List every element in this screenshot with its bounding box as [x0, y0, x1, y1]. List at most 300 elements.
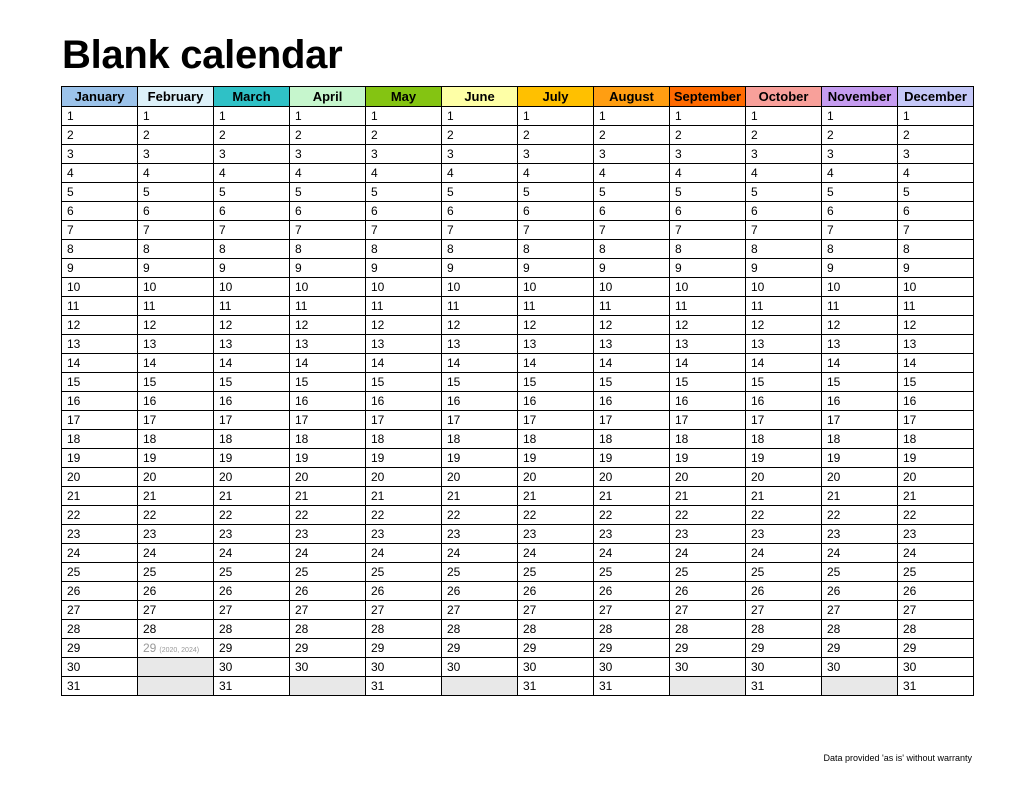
table-row — [62, 164, 974, 183]
day-cell: 8 — [62, 240, 138, 259]
day-cell: 7 — [138, 221, 214, 240]
day-cell: 16 — [62, 392, 138, 411]
day-cell: 13 — [822, 335, 898, 354]
day-cell: 13 — [518, 335, 594, 354]
day-cell: 17 — [746, 411, 822, 430]
day-cell: 8 — [442, 240, 518, 259]
day-cell: 20 — [670, 468, 746, 487]
day-cell: 4 — [62, 164, 138, 183]
day-cell: 14 — [138, 354, 214, 373]
day-cell: 16 — [822, 392, 898, 411]
day-cell: 17 — [670, 411, 746, 430]
calendar-table — [61, 86, 974, 696]
table-row — [62, 658, 974, 677]
day-cell: 17 — [518, 411, 594, 430]
day-cell: 10 — [138, 278, 214, 297]
day-cell: 29 — [822, 639, 898, 658]
day-cell: 26 — [898, 582, 974, 601]
day-cell: 27 — [898, 601, 974, 620]
day-cell: 26 — [442, 582, 518, 601]
day-cell: 30 — [898, 658, 974, 677]
day-cell: 15 — [62, 373, 138, 392]
month-header-june: June — [442, 87, 518, 107]
day-cell: 1 — [366, 107, 442, 126]
day-cell: 27 — [290, 601, 366, 620]
day-cell: 16 — [214, 392, 290, 411]
month-header-december: December — [898, 87, 974, 107]
day-cell: 6 — [746, 202, 822, 221]
day-cell: 5 — [214, 183, 290, 202]
day-cell: 4 — [518, 164, 594, 183]
day-cell: 2 — [594, 126, 670, 145]
day-cell: 11 — [290, 297, 366, 316]
day-cell: 15 — [366, 373, 442, 392]
day-cell: 21 — [442, 487, 518, 506]
day-cell: 21 — [746, 487, 822, 506]
day-cell: 18 — [138, 430, 214, 449]
day-cell: 21 — [138, 487, 214, 506]
day-cell: 11 — [670, 297, 746, 316]
day-cell: 24 — [746, 544, 822, 563]
month-header-february: February — [138, 87, 214, 107]
day-cell: 25 — [138, 563, 214, 582]
day-cell: 22 — [518, 506, 594, 525]
day-cell: 10 — [290, 278, 366, 297]
day-cell: 13 — [746, 335, 822, 354]
table-row — [62, 278, 974, 297]
day-cell: 9 — [366, 259, 442, 278]
day-cell: 18 — [442, 430, 518, 449]
day-cell: 2 — [898, 126, 974, 145]
day-cell: 19 — [594, 449, 670, 468]
day-cell: 19 — [670, 449, 746, 468]
day-cell: 28 — [366, 620, 442, 639]
day-cell: 7 — [214, 221, 290, 240]
day-cell: 1 — [62, 107, 138, 126]
day-cell: 7 — [442, 221, 518, 240]
day-cell: 5 — [822, 183, 898, 202]
day-cell: 11 — [62, 297, 138, 316]
day-cell: 21 — [214, 487, 290, 506]
day-cell: 14 — [670, 354, 746, 373]
day-cell: 30 — [518, 658, 594, 677]
day-cell: 20 — [62, 468, 138, 487]
day-cell: 26 — [138, 582, 214, 601]
day-cell: 28 — [746, 620, 822, 639]
day-cell: 21 — [822, 487, 898, 506]
day-cell: 25 — [290, 563, 366, 582]
day-cell: 20 — [138, 468, 214, 487]
day-cell: 7 — [898, 221, 974, 240]
day-cell: 5 — [518, 183, 594, 202]
day-cell: 30 — [822, 658, 898, 677]
day-cell: 20 — [290, 468, 366, 487]
day-cell: 3 — [442, 145, 518, 164]
day-cell: 11 — [518, 297, 594, 316]
day-cell: 2 — [822, 126, 898, 145]
day-cell: 25 — [518, 563, 594, 582]
day-cell: 21 — [670, 487, 746, 506]
day-cell: 27 — [62, 601, 138, 620]
day-cell: 20 — [366, 468, 442, 487]
day-cell: 5 — [898, 183, 974, 202]
day-cell: 28 — [518, 620, 594, 639]
day-cell: 2 — [442, 126, 518, 145]
day-cell: 19 — [746, 449, 822, 468]
day-cell: 1 — [290, 107, 366, 126]
day-cell: 22 — [442, 506, 518, 525]
day-cell: 12 — [62, 316, 138, 335]
day-cell: 19 — [366, 449, 442, 468]
empty-day-cell — [670, 677, 746, 696]
day-cell: 26 — [62, 582, 138, 601]
day-cell: 19 — [290, 449, 366, 468]
table-row — [62, 145, 974, 164]
day-cell: 4 — [138, 164, 214, 183]
day-cell: 2 — [670, 126, 746, 145]
day-cell: 22 — [62, 506, 138, 525]
day-cell: 27 — [442, 601, 518, 620]
empty-day-cell — [290, 677, 366, 696]
day-cell: 17 — [442, 411, 518, 430]
day-cell: 6 — [594, 202, 670, 221]
day-cell: 18 — [366, 430, 442, 449]
day-cell: 25 — [366, 563, 442, 582]
day-cell: 19 — [138, 449, 214, 468]
day-cell: 4 — [442, 164, 518, 183]
day-cell: 26 — [518, 582, 594, 601]
day-cell: 1 — [518, 107, 594, 126]
day-cell: 8 — [670, 240, 746, 259]
day-cell: 3 — [898, 145, 974, 164]
day-cell: 1 — [746, 107, 822, 126]
day-cell: 2 — [518, 126, 594, 145]
day-cell: 4 — [290, 164, 366, 183]
day-cell: 3 — [746, 145, 822, 164]
day-cell: 15 — [518, 373, 594, 392]
day-cell: 15 — [746, 373, 822, 392]
day-cell: 22 — [366, 506, 442, 525]
day-cell: 4 — [746, 164, 822, 183]
day-cell: 6 — [822, 202, 898, 221]
day-cell: 7 — [62, 221, 138, 240]
day-cell: 11 — [366, 297, 442, 316]
day-cell: 31 — [214, 677, 290, 696]
day-cell: 10 — [898, 278, 974, 297]
day-cell: 4 — [214, 164, 290, 183]
day-cell: 19 — [214, 449, 290, 468]
table-row — [62, 221, 974, 240]
day-cell: 17 — [290, 411, 366, 430]
day-cell: 31 — [518, 677, 594, 696]
day-cell: 21 — [290, 487, 366, 506]
day-cell: 30 — [670, 658, 746, 677]
table-row — [62, 335, 974, 354]
disclaimer-text: Data provided 'as is' without warranty — [823, 753, 972, 763]
day-cell: 28 — [62, 620, 138, 639]
day-cell: 13 — [138, 335, 214, 354]
day-cell: 27 — [746, 601, 822, 620]
day-cell: 20 — [442, 468, 518, 487]
day-cell: 16 — [670, 392, 746, 411]
day-cell: 17 — [822, 411, 898, 430]
day-cell: 2 — [214, 126, 290, 145]
day-cell: 7 — [518, 221, 594, 240]
day-cell: 26 — [290, 582, 366, 601]
day-cell: 16 — [594, 392, 670, 411]
day-cell: 7 — [290, 221, 366, 240]
day-cell: 7 — [670, 221, 746, 240]
month-header-september: September — [670, 87, 746, 107]
day-cell: 25 — [898, 563, 974, 582]
day-cell: 18 — [898, 430, 974, 449]
day-cell: 26 — [366, 582, 442, 601]
day-cell: 6 — [442, 202, 518, 221]
month-header-january: January — [62, 87, 138, 107]
day-cell: 26 — [822, 582, 898, 601]
day-cell: 29 — [594, 639, 670, 658]
day-cell: 22 — [138, 506, 214, 525]
day-cell: 12 — [670, 316, 746, 335]
day-cell: 8 — [822, 240, 898, 259]
day-cell: 11 — [746, 297, 822, 316]
day-cell: 7 — [746, 221, 822, 240]
day-cell: 20 — [822, 468, 898, 487]
day-cell: 3 — [822, 145, 898, 164]
day-cell: 18 — [822, 430, 898, 449]
day-cell: 14 — [518, 354, 594, 373]
day-cell: 16 — [442, 392, 518, 411]
table-row — [62, 107, 974, 126]
day-cell: 23 — [214, 525, 290, 544]
day-cell: 15 — [138, 373, 214, 392]
table-row — [62, 620, 974, 639]
table-row — [62, 525, 974, 544]
table-row — [62, 240, 974, 259]
day-cell: 24 — [822, 544, 898, 563]
day-cell: 11 — [594, 297, 670, 316]
day-cell: 24 — [214, 544, 290, 563]
day-cell: 3 — [594, 145, 670, 164]
day-cell: 3 — [670, 145, 746, 164]
day-cell: 4 — [898, 164, 974, 183]
day-cell: 20 — [898, 468, 974, 487]
day-cell: 9 — [442, 259, 518, 278]
day-cell: 19 — [442, 449, 518, 468]
day-cell: 9 — [138, 259, 214, 278]
day-cell: 25 — [670, 563, 746, 582]
day-cell: 3 — [138, 145, 214, 164]
day-cell: 28 — [670, 620, 746, 639]
day-cell: 28 — [822, 620, 898, 639]
day-cell: 19 — [62, 449, 138, 468]
day-cell: 29 — [214, 639, 290, 658]
day-cell: 28 — [898, 620, 974, 639]
day-cell: 11 — [138, 297, 214, 316]
day-cell: 6 — [62, 202, 138, 221]
day-cell: 31 — [62, 677, 138, 696]
day-cell: 8 — [214, 240, 290, 259]
day-cell: 14 — [62, 354, 138, 373]
day-cell: 15 — [822, 373, 898, 392]
day-cell: 30 — [290, 658, 366, 677]
day-cell: 17 — [214, 411, 290, 430]
day-cell: 24 — [62, 544, 138, 563]
day-cell: 23 — [366, 525, 442, 544]
day-cell: 8 — [898, 240, 974, 259]
day-cell: 27 — [214, 601, 290, 620]
day-cell: 29 — [290, 639, 366, 658]
empty-day-cell — [822, 677, 898, 696]
day-cell: 18 — [518, 430, 594, 449]
day-cell: 27 — [138, 601, 214, 620]
day-cell: 12 — [746, 316, 822, 335]
day-cell: 27 — [594, 601, 670, 620]
table-row — [62, 373, 974, 392]
day-cell: 24 — [594, 544, 670, 563]
day-cell: 10 — [366, 278, 442, 297]
day-cell: 29 — [746, 639, 822, 658]
day-cell: 6 — [138, 202, 214, 221]
day-cell: 23 — [594, 525, 670, 544]
day-cell: 17 — [366, 411, 442, 430]
day-cell: 19 — [518, 449, 594, 468]
day-cell: 27 — [518, 601, 594, 620]
day-cell: 16 — [746, 392, 822, 411]
day-cell: 2 — [138, 126, 214, 145]
day-cell: 13 — [290, 335, 366, 354]
day-cell: 3 — [214, 145, 290, 164]
day-cell: 22 — [822, 506, 898, 525]
day-cell: 22 — [898, 506, 974, 525]
day-cell: 26 — [214, 582, 290, 601]
day-cell: 13 — [670, 335, 746, 354]
day-cell: 30 — [442, 658, 518, 677]
table-row — [62, 354, 974, 373]
day-cell — [138, 639, 214, 658]
day-cell: 25 — [594, 563, 670, 582]
day-cell: 15 — [670, 373, 746, 392]
day-cell: 3 — [62, 145, 138, 164]
day-cell: 14 — [442, 354, 518, 373]
day-cell: 2 — [746, 126, 822, 145]
day-cell: 26 — [746, 582, 822, 601]
day-cell: 5 — [290, 183, 366, 202]
day-cell: 14 — [898, 354, 974, 373]
day-cell: 25 — [822, 563, 898, 582]
day-cell: 6 — [898, 202, 974, 221]
day-cell: 29 — [518, 639, 594, 658]
day-cell: 14 — [822, 354, 898, 373]
day-cell: 16 — [366, 392, 442, 411]
day-cell: 11 — [214, 297, 290, 316]
month-header-november: November — [822, 87, 898, 107]
day-cell: 23 — [822, 525, 898, 544]
day-cell: 5 — [442, 183, 518, 202]
day-cell: 28 — [442, 620, 518, 639]
day-cell: 25 — [214, 563, 290, 582]
day-cell: 24 — [670, 544, 746, 563]
day-cell: 15 — [898, 373, 974, 392]
day-cell: 14 — [214, 354, 290, 373]
month-header-april: April — [290, 87, 366, 107]
day-cell: 6 — [670, 202, 746, 221]
day-cell: 8 — [746, 240, 822, 259]
day-cell: 18 — [214, 430, 290, 449]
day-cell: 6 — [366, 202, 442, 221]
day-cell: 9 — [822, 259, 898, 278]
day-cell: 21 — [898, 487, 974, 506]
day-cell: 2 — [62, 126, 138, 145]
table-row — [62, 430, 974, 449]
day-cell: 29 — [366, 639, 442, 658]
day-cell: 14 — [594, 354, 670, 373]
day-cell: 15 — [594, 373, 670, 392]
day-cell: 15 — [214, 373, 290, 392]
day-cell: 1 — [214, 107, 290, 126]
day-cell: 1 — [670, 107, 746, 126]
day-cell: 18 — [670, 430, 746, 449]
day-cell: 7 — [822, 221, 898, 240]
month-header-october: October — [746, 87, 822, 107]
table-row — [62, 639, 974, 658]
day-cell: 13 — [62, 335, 138, 354]
month-header-august: August — [594, 87, 670, 107]
table-row — [62, 411, 974, 430]
table-row — [62, 202, 974, 221]
day-cell: 3 — [366, 145, 442, 164]
day-cell: 2 — [290, 126, 366, 145]
day-cell: 11 — [898, 297, 974, 316]
day-cell: 12 — [366, 316, 442, 335]
day-cell: 21 — [518, 487, 594, 506]
day-cell: 24 — [138, 544, 214, 563]
day-cell: 22 — [594, 506, 670, 525]
table-row — [62, 449, 974, 468]
table-row — [62, 183, 974, 202]
day-cell: 26 — [670, 582, 746, 601]
day-cell: 30 — [62, 658, 138, 677]
day-cell: 11 — [442, 297, 518, 316]
day-cell: 29 — [670, 639, 746, 658]
day-cell: 1 — [442, 107, 518, 126]
day-cell: 10 — [746, 278, 822, 297]
day-cell: 13 — [898, 335, 974, 354]
day-cell: 9 — [518, 259, 594, 278]
day-cell: 16 — [290, 392, 366, 411]
day-cell: 17 — [138, 411, 214, 430]
day-cell: 31 — [366, 677, 442, 696]
day-cell: 31 — [746, 677, 822, 696]
day-cell: 1 — [138, 107, 214, 126]
day-cell: 8 — [290, 240, 366, 259]
month-header-row — [62, 87, 974, 107]
day-cell: 12 — [214, 316, 290, 335]
day-cell: 24 — [898, 544, 974, 563]
day-cell: 10 — [670, 278, 746, 297]
day-cell: 7 — [594, 221, 670, 240]
day-cell: 16 — [518, 392, 594, 411]
day-cell: 8 — [594, 240, 670, 259]
day-cell: 9 — [594, 259, 670, 278]
day-cell: 7 — [366, 221, 442, 240]
day-cell: 4 — [594, 164, 670, 183]
day-cell: 29 — [898, 639, 974, 658]
day-cell: 22 — [214, 506, 290, 525]
day-cell: 21 — [62, 487, 138, 506]
day-cell: 13 — [366, 335, 442, 354]
table-row — [62, 468, 974, 487]
